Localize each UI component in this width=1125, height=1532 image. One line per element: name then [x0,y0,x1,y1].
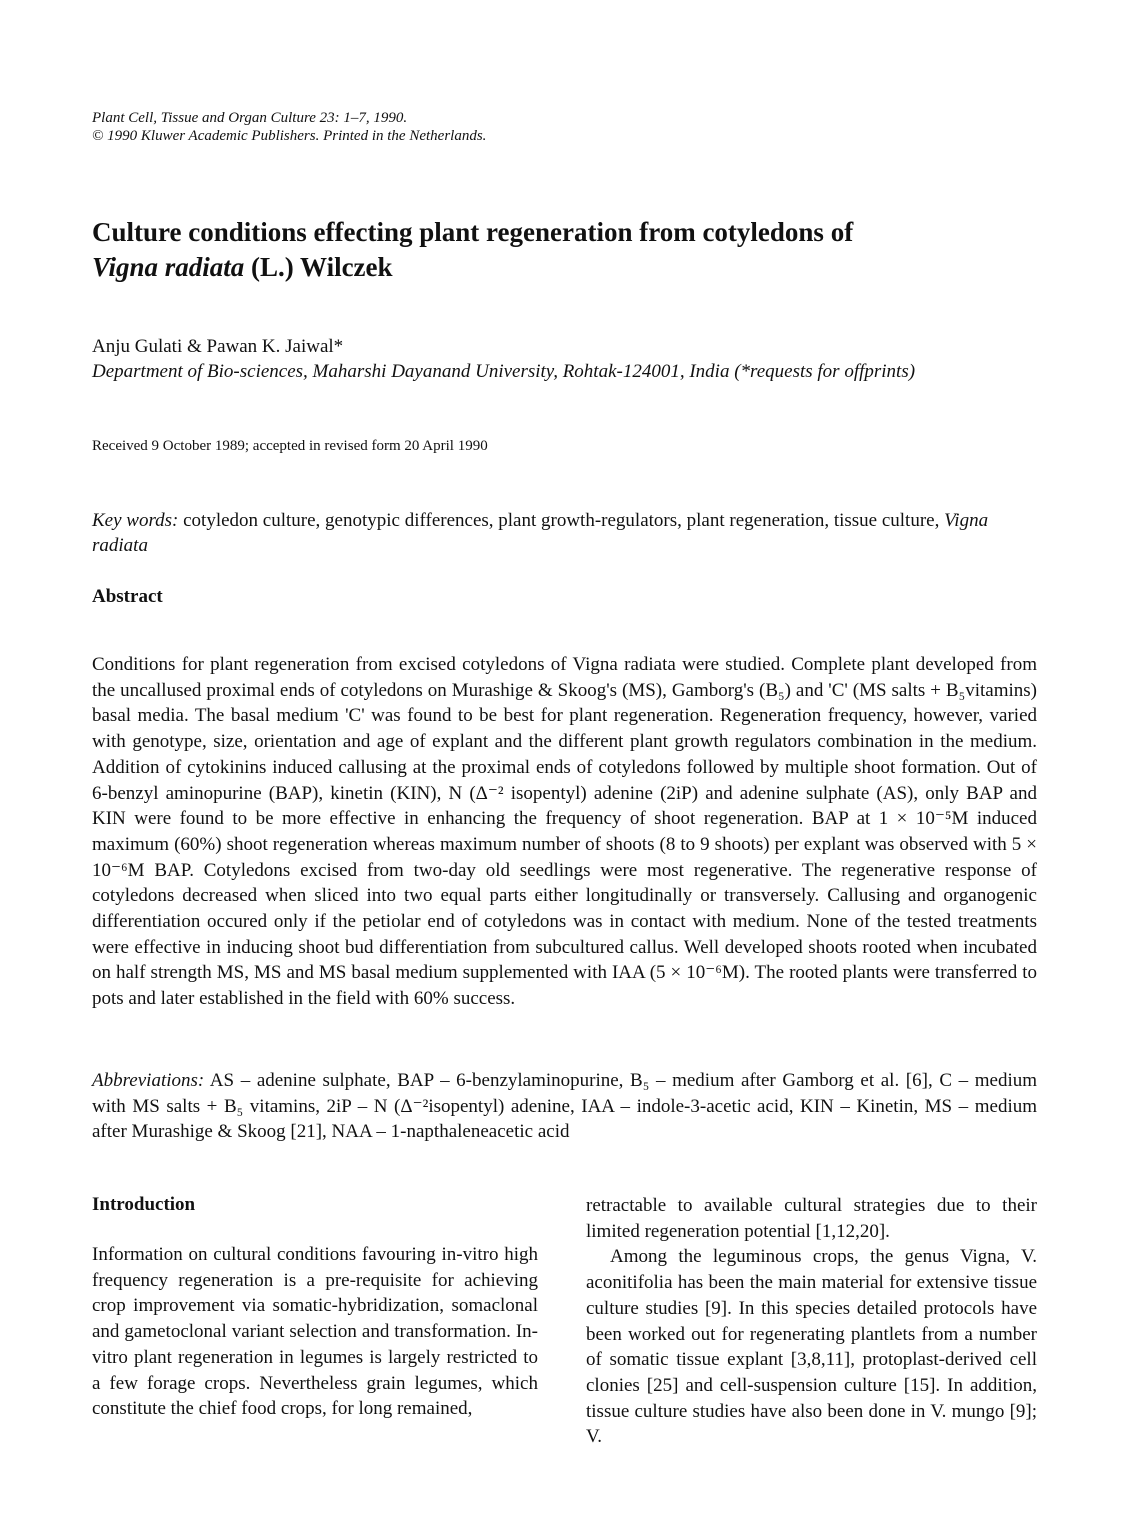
affiliation: Department of Bio-sciences, Maharshi Dayanand University, Rohtak-124001, India (*requests for offprints) [92,361,916,382]
title-species: Vigna radiata [92,252,245,282]
title-rest: (L.) Wilczek [251,252,393,282]
abbreviations [92,1068,1037,1145]
introduction-heading: Introduction [92,1194,196,1215]
journal-line-1: Plant Cell, Tissue and Organ Culture 23: 1–7, 1990. [92,110,408,126]
abbreviations-label: Abbreviations: [92,1070,205,1091]
abstract-text: Conditions for plant regeneration from excised cotyledons of Vigna radiata were studied. Complete plant developed from the uncallused proximal ends of cotyledons on Murashige & Skoog's (MS), Gamborg's (B₅) and 'C' (MS salts + B₅vitamins) basal media. The basal medium 'C' was found to be best for plant regeneration. Regeneration frequency, however, varied with genotype, size, orientation and age of explant and the different plant growth regulators combination in the medium. Addition of cytokinins induced callusing at the proximal ends of cotyledons followed by multiple shoot formation. Out of 6-benzyl aminopurine (BAP), kinetin (KIN), N (Δ⁻² isopentyl) adenine (2iP) and adenine sulphate (AS), only BAP and KIN were found to be more effective in enhancing the frequency of shoot regeneration. BAP at 1 × 10⁻⁵M induced maximum (60%) shoot regeneration whereas maximum number of shoots (8 to 9 shoots) per explant was observed with 5 × 10⁻⁶M BAP. Cotyledons excised from two-day old seedlings were most regenerative. The regenerative response of cotyledons decreased when sliced into two equal parts either longitudinally or transversely. Callusing and organogenic differentiation occured only if the petiolar end of cotyledons was in contact with medium. None of the tested treatments were effective in inducing shoot bud differentiation from subcultured callus. Well developed shoots rooted when incubated on half strength MS, MS and MS basal medium supplemented with IAA (5 × 10⁻⁶M). The rooted plants were transferred to pots and later established in the field with 60% success. [92,654,1037,1010]
title-line-1: Culture conditions effecting plant regeneration from cotyledons of [92,217,854,247]
intro-paragraph-3: Among the leguminous crops, the genus Vigna, V. aconitifolia has been the main material for extensive tissue culture studies [9]. In this species detailed protocols have been worked out for regenerating plantlets from a number of somatic tissue explant [3,8,11], protoplast-derived cell clonies [25] and cell-suspension culture [15]. In addition, tissue culture studies have also been done in V. mungo [9]; V. [586,1246,1037,1448]
keywords-text: cotyledon culture, genotypic differences, plant growth-regulators, plant regeneration, tissue culture, [183,510,940,531]
intro-paragraph-2: retractable to available cultural strategies due to their limited regeneration potential [1,12,20]. [586,1195,1037,1242]
intro-paragraph-1: Information on cultural conditions favouring in-vitro high frequency regeneration is a pre-requisite for achieving crop improvement via somatic-hybridization, somaclonal and gametoclonal variant selection and transformation. In-vitro plant regeneration in legumes is largely restricted to a few forage crops. Nevertheless grain legumes, which constitute the chief food crops, for long remained, [92,1244,538,1420]
keywords-species: Vigna radiata [92,510,989,556]
abstract-heading: Abstract [92,586,163,607]
abbreviations-text: AS – adenine sulphate, BAP – 6-benzylaminopurine, B₅ – medium after Gamborg et al. [6], C – medium with MS salts + B₅ vitamins, 2iP – N (Δ⁻²isopentyl) adenine, IAA – indole-3-acetic acid, KIN – Kinetin, MS – medium after Murashige & Skoog [21], NAA – 1-napthaleneacetic acid [92,1070,1038,1142]
journal-line-2: © 1990 Kluwer Academic Publishers. Printed in the Netherlands. [92,128,487,144]
paper-title [92,215,1037,285]
paper-page [92,0,1037,1532]
left-column [92,1193,538,1422]
journal-citation [92,109,486,145]
authors: Anju Gulati & Pawan K. Jaiwal* [92,336,344,357]
keywords-label: Key words: [92,510,179,531]
keywords [92,508,1037,558]
right-column [586,1193,1037,1450]
received-dates: Received 9 October 1989; accepted in revised form 20 April 1990 [92,438,488,454]
